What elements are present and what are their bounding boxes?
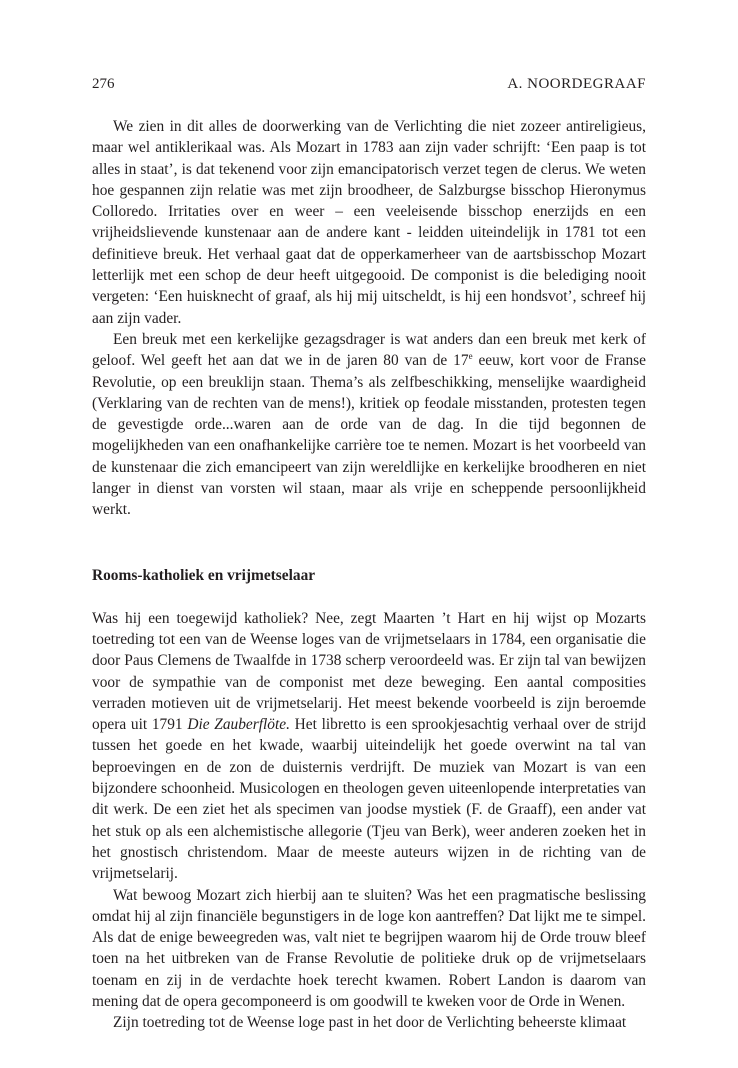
page: [92, 74, 646, 1034]
century-superscript: e: [468, 351, 473, 362]
running-head: [92, 74, 646, 94]
running-author: A. NOORDEGRAAF: [507, 76, 646, 92]
opera-title: Die Zauberflöte.: [187, 716, 290, 734]
paragraph-verlichting: We zien in dit alles de doorwerking van de Verlichting die niet zozeer antireligieus, maar wel antiklerikaal was. Als Mozart in 1783 aan zijn vader schrijft: ‘Een paap is tot alles in staat’, is dat tekenend voor zijn emancipatorisch verzet tegen de clerus. We weten hoe gespannen zijn relatie was met zijn broodheer, de Salzburgse bisschop Hieronymus Colloredo. Irritaties over en weer – een veeleisende bisschop enerzijds en een vrijheidslievende kunstenaar aan de andere kant - leidden uiteindelijk in 1781 tot een definitieve breuk. Het verhaal gaat dat de opperkamerheer van de aartsbisschop Mozart letterlijk met een schop de deur heeft uitgegooid. De componist is die belediging nooit vergeten: ‘Een huisknecht of graaf, als hij mij uitscheldt, is hij een hondsvot’, schreef hij aan zijn vader.: [92, 118, 646, 327]
paragraph-breuk: [92, 329, 646, 521]
section-heading: Rooms-katholiek en vrijmetselaar: [92, 566, 316, 584]
paragraph-beweegreden: Wat bewoog Mozart zich hierbij aan te sluiten? Was het een pragmatische beslissing omdat hij al zijn financiële begunstigers in de loge kon aantreffen? Dat lijkt me te simpel. Als dat de enige beweegreden was, valt niet te begrijpen waarom hij de Orde trouw bleef toen na het uitbreken van de Franse Revolutie de politieke druk op de vrijmetselaars toenam en zij in de verdachte hoek terecht kwamen. Robert Landon is daarom van mening dat de opera gecomponeerd is om goodwill te kweken voor de Orde in Wenen.: [92, 886, 646, 1010]
paragraph-katholiek-text-2: Het libretto is een sprookjesachtig verhaal over de strijd tussen het goede en het kwade, waarbij uiteindelijk het goede overwint na tal van beproevingen en de zon de duisternis verdrijft. De muziek van Mozart is van een bijzondere schoonheid. Musicologen en theologen geven uiteenlopende interpretaties van dit werk. De een ziet het als specimen van joodse mystiek (F. de Graaff), een ander vat het stuk op als een alchemistische allegorie (Tjeu van Berk), weer anderen zoeken het in het gnostisch christendom. Maar de meeste auteurs wijzen in de richting van de vrijmetselarij.: [92, 716, 646, 883]
paragraph-katholiek: [92, 608, 646, 885]
paragraph-katholiek-text-1: Was hij een toegewijd katholiek? Nee, zegt Maarten ’t Hart en hij wijst op Mozarts toetreding tot een van de Weense loges van de vrijmetselaars in 1784, een organisatie die door Paus Clemens de Twaalfde in 1738 scherp veroordeeld was. Er zijn tal van bewijzen voor de sympathie van de componist met deze beweging. Een aantal composities verraden motieven uit de vrijmetselarij. Het meest bekende voorbeeld is zijn beroemde opera uit 1791: [92, 609, 646, 734]
paragraph-toetreding: Zijn toetreding tot de Weense loge past in het door de Verlichting beheerste klimaat: [113, 1014, 627, 1032]
paragraph-breuk-text-2: eeuw, kort voor de Franse Revolutie, op een breuklijn staan. Thema’s als zelfbeschikking, menselijke waardigheid (Verklaring van de rechten van de mens!), kritiek op feodale misstanden, protesten tegen de gevestigde orde...waren aan de orde van de dag. In die tijd begonnen de mogelijkheden van een onafhankelijke carrière toe te nemen. Mozart is het voorbeeld van de kunstenaar die zich emancipeert van zijn wereldlijke en kerkelijke broodheren en niet langer in dienst van vorsten wil staan, maar als vrije en scheppende persoonlijkheid werkt.: [92, 352, 646, 519]
paragraph-breuk-text-1: Een breuk met een kerkelijke gezagsdrager is wat anders dan een breuk met kerk of geloof. Wel geeft het aan dat we in de jaren 80 van de 17: [92, 330, 646, 370]
page-number: 276: [92, 76, 115, 92]
